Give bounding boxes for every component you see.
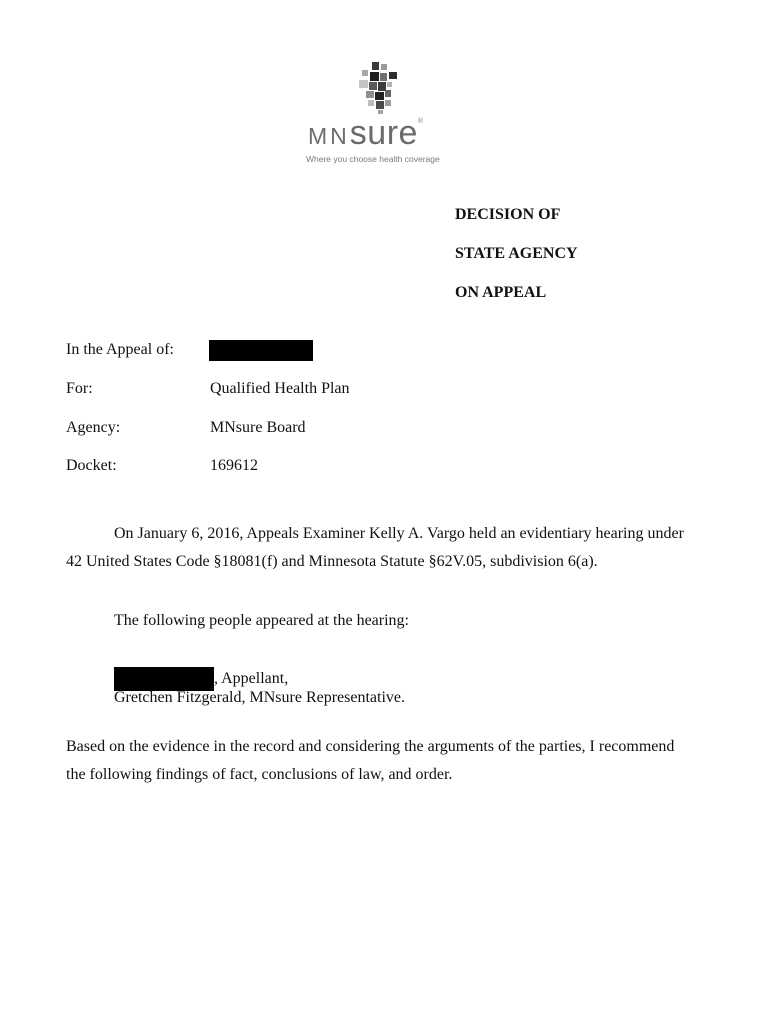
logo-wordmark [308, 114, 423, 153]
title-state-agency: STATE AGENCY [455, 245, 578, 262]
closing-paragraph-line2: the following findings of fact, conclusions of law, and order. [66, 766, 453, 783]
appeal-of-label: In the Appeal of: [66, 341, 174, 358]
agency-label: Agency: [66, 419, 121, 436]
mnsure-logo [290, 60, 470, 170]
logo-sure-text: sure [349, 114, 418, 152]
for-value: Qualified Health Plan [210, 380, 350, 397]
appellant-redaction [114, 667, 214, 691]
intro-paragraph-line1: On January 6, 2016, Appeals Examiner Kelly A. Vargo held an evidentiary hearing under [114, 525, 684, 542]
appellant-name-redaction [209, 340, 313, 361]
logo-mosaic-icon [354, 60, 404, 115]
agency-value: MNsure Board [210, 419, 306, 436]
representative-line: Gretchen Fitzgerald, MNsure Representative. [114, 689, 406, 706]
title-decision-of: DECISION OF [455, 206, 561, 223]
intro-paragraph-line2: 42 United States Code §18081(f) and Minnesota Statute §62V.05, subdivision 6(a). [66, 553, 598, 570]
registered-mark: ® [417, 118, 424, 125]
docket-value: 169612 [210, 457, 258, 474]
appellant-role: , Appellant, [214, 670, 289, 687]
logo-tagline: Where you choose health coverage [306, 154, 440, 164]
for-label: For: [66, 380, 93, 397]
title-on-appeal: ON APPEAL [455, 284, 547, 301]
logo-mn-text: MN [308, 123, 350, 149]
closing-paragraph-line1: Based on the evidence in the record and considering the arguments of the parties, I recommend [66, 738, 675, 755]
docket-label: Docket: [66, 457, 117, 474]
appeared-heading: The following people appeared at the hearing: [114, 612, 409, 629]
